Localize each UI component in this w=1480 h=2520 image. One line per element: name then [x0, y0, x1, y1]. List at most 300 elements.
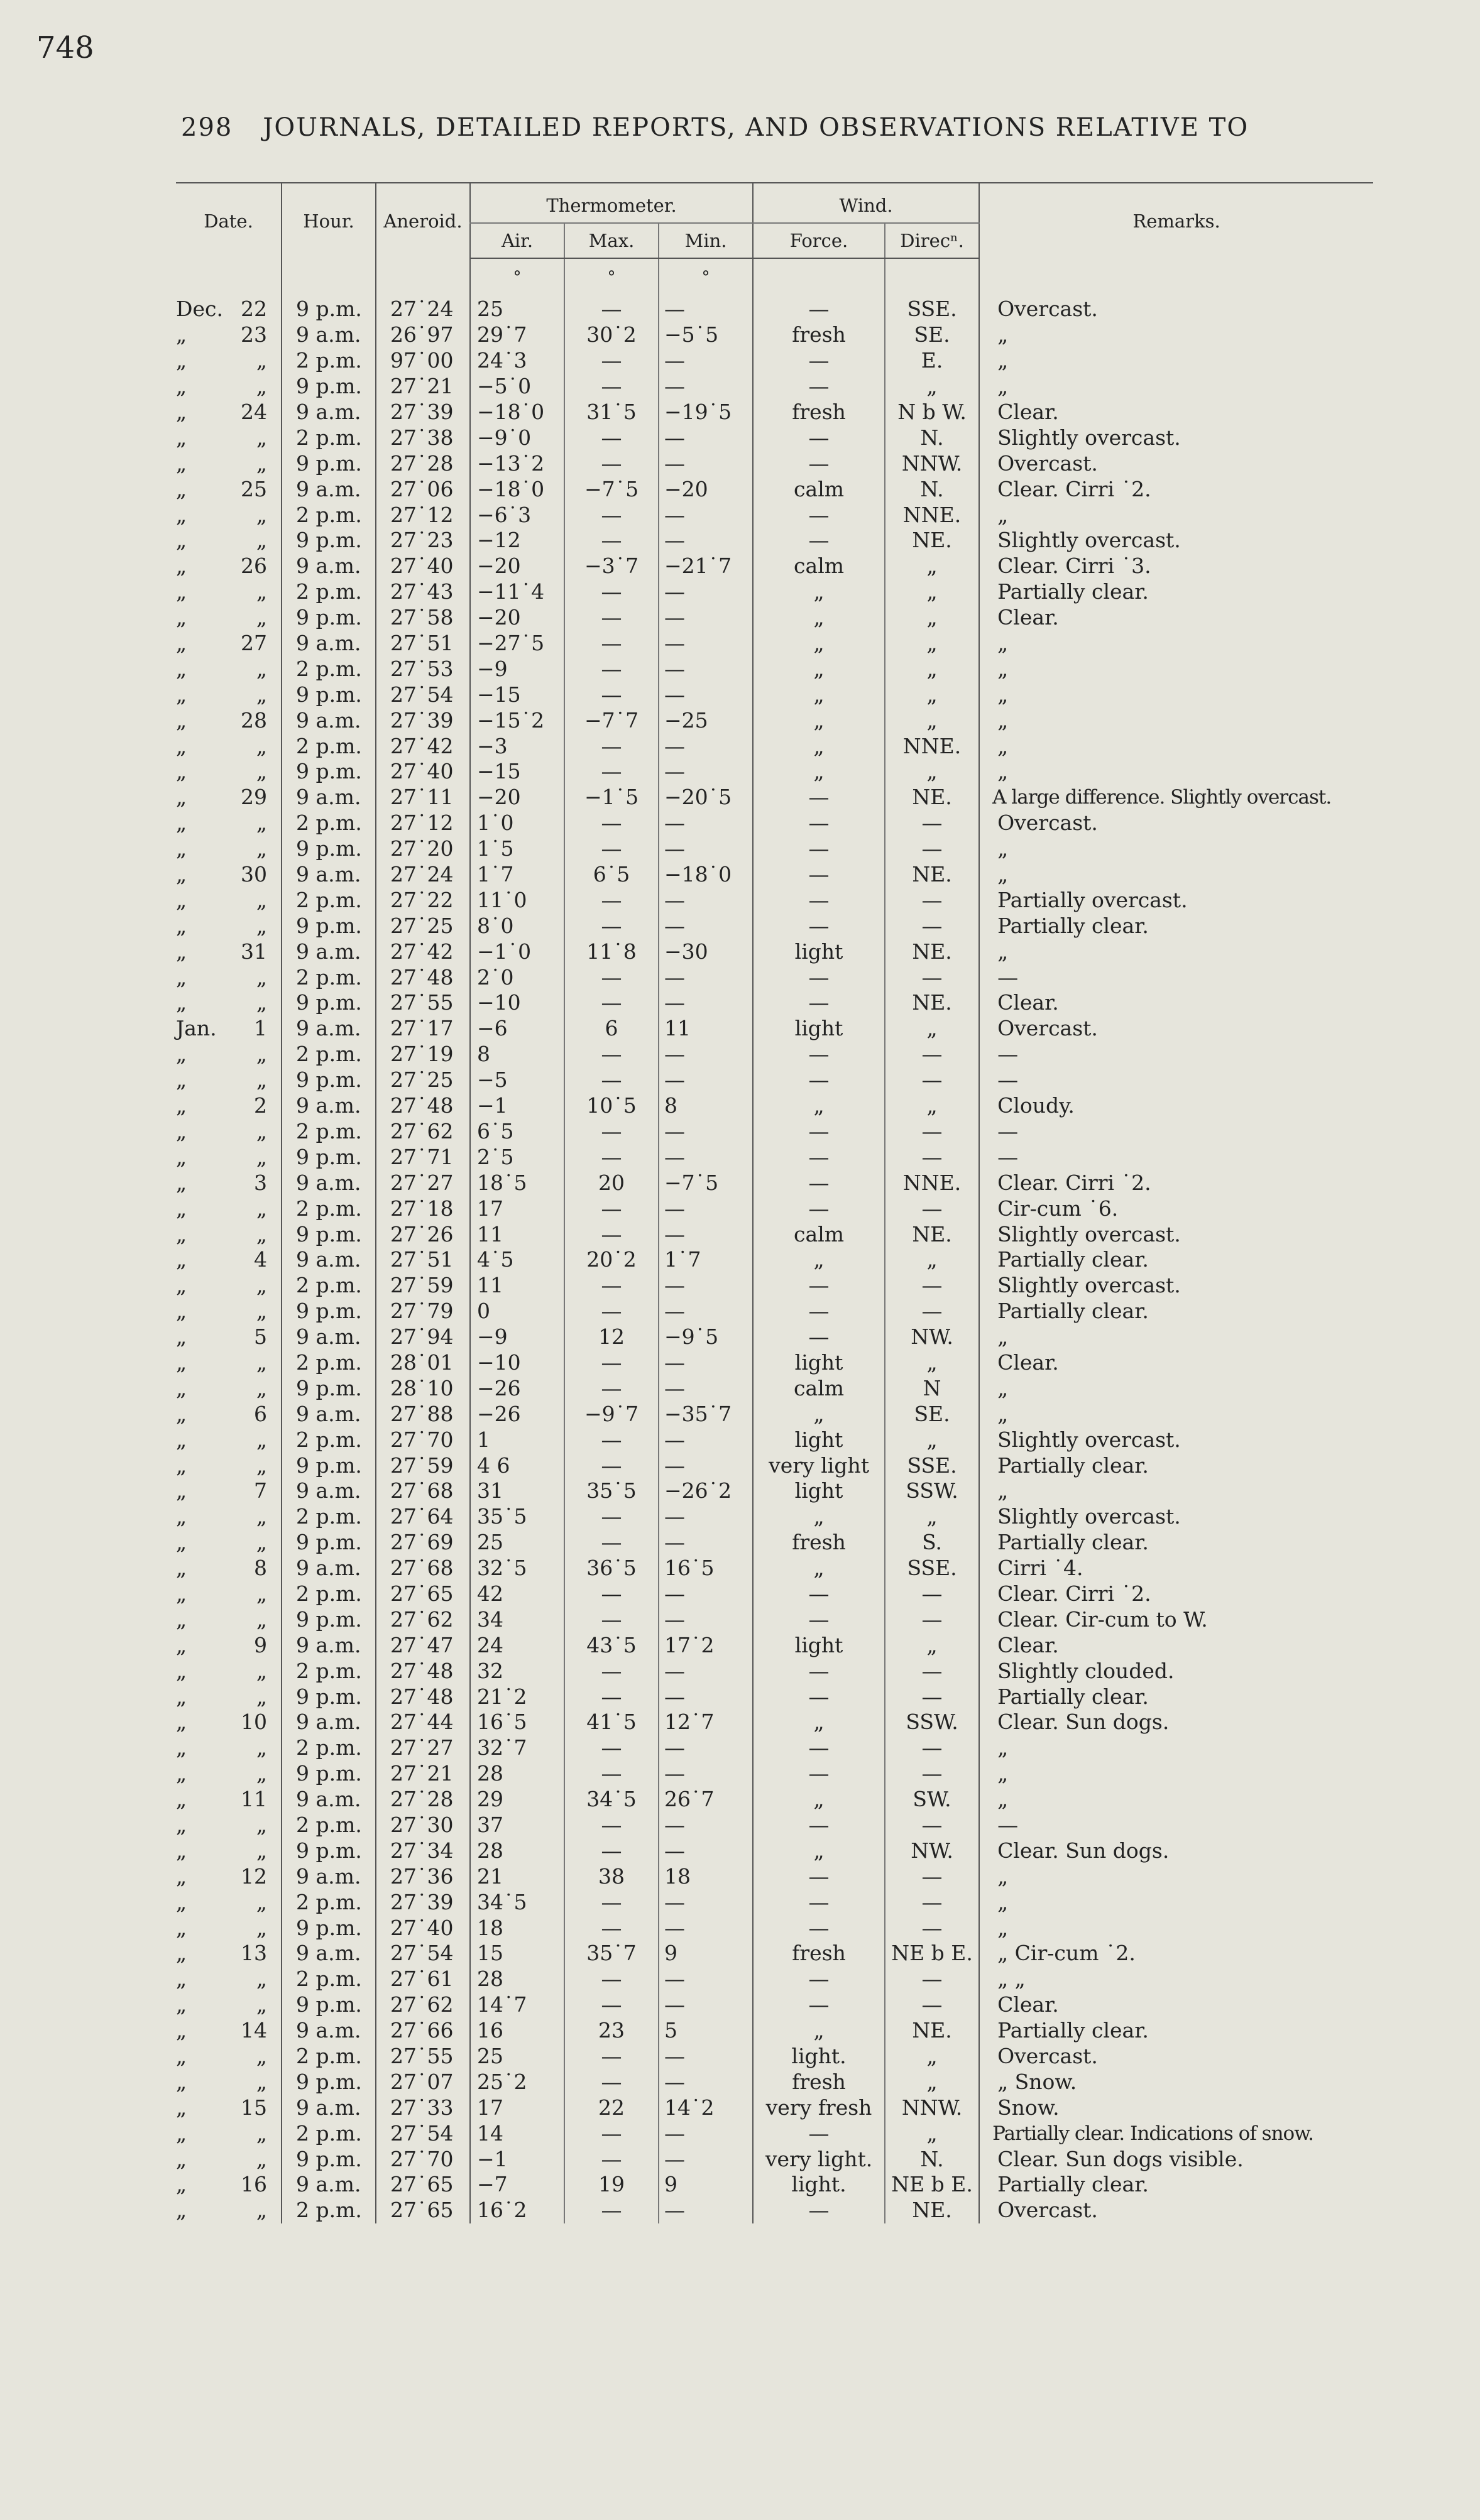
cell-direction: NE b E.: [885, 2172, 979, 2198]
cell-month: „: [176, 348, 187, 373]
cell-day: „: [256, 1889, 268, 1914]
cell-direction: —: [885, 1606, 979, 1632]
cell-air: 18: [470, 1915, 564, 1941]
table-row: [176, 1299, 1373, 1324]
table-row: [176, 887, 1373, 913]
cell-month: „: [176, 733, 187, 758]
cell-remarks: Slightly overcast.: [979, 1427, 1373, 1453]
cell-force: „: [753, 1787, 885, 1813]
cell-direction: NE.: [885, 1221, 979, 1247]
table-row: [176, 1992, 1373, 2018]
cell-remarks: Partially clear.: [979, 1247, 1373, 1273]
table-row: [176, 374, 1373, 400]
cell-aneroid: 27˙39: [376, 707, 470, 733]
cell-air: −7: [470, 2172, 564, 2198]
cell-air: 15: [470, 1941, 564, 1966]
cell-day: 25: [241, 476, 268, 501]
cell-hour: 9 p.m.: [282, 1299, 376, 1324]
cell-force: light: [753, 1350, 885, 1376]
cell-direction: —: [885, 1889, 979, 1915]
cell-day: „: [256, 1042, 268, 1067]
cell-max: 30˙2: [564, 322, 659, 348]
table-row: [176, 1093, 1373, 1119]
cell-max: —: [564, 1889, 659, 1915]
cell-air: 25: [470, 1530, 564, 1556]
cell-air: 28: [470, 1761, 564, 1787]
cell-day: „: [256, 682, 268, 707]
cell-aneroid: 27˙62: [376, 1119, 470, 1145]
cell-day: 15: [241, 2095, 268, 2120]
cell-max: —: [564, 1273, 659, 1299]
cell-month: „: [176, 1992, 187, 2017]
cell-hour: 9 a.m.: [282, 1016, 376, 1042]
cell-force: —: [753, 528, 885, 554]
cell-direction: „: [885, 707, 979, 733]
cell-force: „: [753, 1556, 885, 1581]
cell-direction: SSE.: [885, 297, 979, 322]
cell-remarks: „: [979, 1761, 1373, 1787]
table-row: [176, 1119, 1373, 1145]
cell-hour: 9 a.m.: [282, 707, 376, 733]
cell-force: fresh: [753, 1941, 885, 1966]
table-row: [176, 1735, 1373, 1761]
cell-air: 24˙3: [470, 348, 564, 374]
cell-direction: NE.: [885, 939, 979, 964]
cell-max: —: [564, 810, 659, 836]
cell-month: „: [176, 759, 187, 784]
cell-air: 11: [470, 1221, 564, 1247]
cell-month: „: [176, 707, 187, 733]
cell-force: —: [753, 1170, 885, 1196]
cell-day: 3: [254, 1170, 268, 1195]
cell-force: —: [753, 1606, 885, 1632]
cell-hour: 9 p.m.: [282, 297, 376, 322]
cell-month: „: [176, 1530, 187, 1555]
cell-force: light: [753, 1427, 885, 1453]
cell-direction: „: [885, 1427, 979, 1453]
table-body: [176, 258, 1373, 2223]
cell-day: 2: [254, 1093, 268, 1118]
cell-air: −6˙3: [470, 502, 564, 528]
table-row: [176, 733, 1373, 759]
cell-direction: NE b E.: [885, 1941, 979, 1966]
cell-force: —: [753, 1735, 885, 1761]
cell-force: —: [753, 1042, 885, 1067]
cell-month: „: [176, 1812, 187, 1837]
cell-month: „: [176, 1556, 187, 1581]
cell-remarks: Clear. Cirri ˙3.: [979, 554, 1373, 579]
cell-month: „: [176, 1375, 187, 1400]
cell-aneroid: 27˙54: [376, 1941, 470, 1966]
cell-month: „: [176, 2069, 187, 2094]
cell-hour: 9 p.m.: [282, 1761, 376, 1787]
cell-min: —: [659, 759, 753, 785]
cell-remarks: Clear. Cirri ˙2.: [979, 476, 1373, 502]
cell-month: „: [176, 450, 187, 476]
cell-max: −3˙7: [564, 554, 659, 579]
cell-direction: —: [885, 1299, 979, 1324]
cell-hour: 9 p.m.: [282, 836, 376, 862]
cell-remarks: Overcast.: [979, 2044, 1373, 2070]
cell-day: „: [256, 2198, 268, 2223]
table-row: [176, 1042, 1373, 1067]
cell-direction: N b W.: [885, 400, 979, 425]
cell-min: —: [659, 733, 753, 759]
cell-force: „: [753, 759, 885, 785]
cell-air: 4 6: [470, 1453, 564, 1478]
table-row: [176, 964, 1373, 990]
cell-month: „: [176, 579, 187, 604]
cell-remarks: „: [979, 1324, 1373, 1350]
cell-force: very fresh: [753, 2095, 885, 2120]
cell-remarks: Partially clear.: [979, 1684, 1373, 1710]
table-row: [176, 2069, 1373, 2095]
cell-aneroid: 27˙68: [376, 1556, 470, 1581]
cell-max: —: [564, 579, 659, 605]
cell-aneroid: 27˙47: [376, 1632, 470, 1658]
cell-air: −27˙5: [470, 631, 564, 657]
cell-hour: 9 p.m.: [282, 1221, 376, 1247]
header-thermometer: Thermometer.: [470, 183, 753, 223]
cell-min: —: [659, 1530, 753, 1556]
cell-day: „: [256, 913, 268, 938]
header-row-top: [176, 183, 1373, 223]
cell-max: 12: [564, 1324, 659, 1350]
cell-direction: NE.: [885, 862, 979, 888]
cell-direction: —: [885, 836, 979, 862]
cell-aneroid: 27˙25: [376, 913, 470, 939]
cell-hour: 9 p.m.: [282, 682, 376, 707]
cell-month: „: [176, 1761, 187, 1786]
table-row: [176, 1787, 1373, 1813]
cell-day: 12: [241, 1863, 268, 1889]
cell-air: −15˙2: [470, 707, 564, 733]
cell-aneroid: 27˙30: [376, 1813, 470, 1838]
cell-direction: —: [885, 1813, 979, 1838]
cell-hour: 9 a.m.: [282, 1401, 376, 1427]
cell-remarks: Partially clear.: [979, 2018, 1373, 2044]
header-wind: Wind.: [753, 183, 979, 223]
cell-air: 34˙5: [470, 1889, 564, 1915]
cell-max: —: [564, 656, 659, 682]
cell-max: —: [564, 887, 659, 913]
cell-air: −20: [470, 554, 564, 579]
cell-aneroid: 27˙12: [376, 810, 470, 836]
cell-air: −10: [470, 990, 564, 1016]
cell-min: —: [659, 1427, 753, 1453]
cell-force: —: [753, 1119, 885, 1145]
cell-day: „: [256, 1375, 268, 1400]
cell-max: −1˙5: [564, 785, 659, 810]
cell-force: „: [753, 2018, 885, 2044]
cell-day: „: [256, 1761, 268, 1786]
cell-aneroid: 27˙70: [376, 2146, 470, 2172]
cell-remarks: Clear. Cirri ˙2.: [979, 1581, 1373, 1607]
cell-direction: N: [885, 1375, 979, 1401]
cell-hour: 9 p.m.: [282, 1684, 376, 1710]
table-row: [176, 1710, 1373, 1735]
cell-air: −11˙4: [470, 579, 564, 605]
cell-direction: N.: [885, 476, 979, 502]
cell-direction: „: [885, 682, 979, 707]
cell-air: 25: [470, 297, 564, 322]
cell-direction: NE.: [885, 785, 979, 810]
cell-max: —: [564, 1658, 659, 1684]
cell-min: —: [659, 1144, 753, 1170]
cell-min: —: [659, 1504, 753, 1530]
cell-direction: —: [885, 964, 979, 990]
cell-air: −9: [470, 656, 564, 682]
cell-month: „: [176, 1350, 187, 1375]
table-row: [176, 1606, 1373, 1632]
cell-aneroid: 27˙62: [376, 1992, 470, 2018]
cell-remarks: Partially overcast.: [979, 887, 1373, 913]
cell-remarks: —: [979, 1119, 1373, 1145]
cell-min: 11: [659, 1016, 753, 1042]
cell-remarks: Cloudy.: [979, 1093, 1373, 1119]
cell-aneroid: 27˙64: [376, 1504, 470, 1530]
table-row: [176, 297, 1373, 322]
cell-max: —: [564, 2146, 659, 2172]
cell-day: 5: [254, 1324, 268, 1350]
cell-day: 27: [241, 631, 268, 656]
cell-max: —: [564, 1915, 659, 1941]
cell-month: „: [176, 1324, 187, 1350]
cell-air: 17: [470, 2095, 564, 2120]
cell-force: —: [753, 810, 885, 836]
cell-force: calm: [753, 1221, 885, 1247]
cell-hour: 9 a.m.: [282, 2095, 376, 2120]
running-head: [181, 113, 1249, 142]
cell-min: —: [659, 836, 753, 862]
header-aneroid: Aneroid.: [376, 183, 470, 258]
cell-month: „: [176, 2095, 187, 2120]
cell-day: „: [256, 1812, 268, 1837]
cell-remarks: —: [979, 1067, 1373, 1093]
cell-max: 43˙5: [564, 1632, 659, 1658]
cell-aneroid: 27˙59: [376, 1273, 470, 1299]
cell-max: —: [564, 964, 659, 990]
cell-direction: —: [885, 913, 979, 939]
cell-hour: 2 p.m.: [282, 2120, 376, 2146]
cell-aneroid: 27˙69: [376, 1530, 470, 1556]
cell-max: —: [564, 682, 659, 707]
cell-air: −20: [470, 785, 564, 810]
cell-remarks: Clear. Sun dogs visible.: [979, 2146, 1373, 2172]
cell-day: „: [256, 1684, 268, 1709]
cell-month: „: [176, 605, 187, 630]
cell-max: —: [564, 1196, 659, 1221]
cell-force: „: [753, 707, 885, 733]
cell-min: —: [659, 579, 753, 605]
cell-month: „: [176, 1247, 187, 1272]
cell-day: „: [256, 1273, 268, 1298]
cell-direction: NNW.: [885, 2095, 979, 2120]
table-row: [176, 476, 1373, 502]
cell-direction: „: [885, 1504, 979, 1530]
cell-month: „: [176, 887, 187, 912]
cell-day: 29: [241, 785, 268, 810]
cell-force: —: [753, 297, 885, 322]
cell-hour: 9 a.m.: [282, 2172, 376, 2198]
cell-max: 20: [564, 1170, 659, 1196]
cell-aneroid: 27˙48: [376, 1093, 470, 1119]
cell-max: 38: [564, 1863, 659, 1889]
cell-min: —: [659, 425, 753, 450]
weather-observations-table: [176, 182, 1373, 2223]
cell-remarks: Clear.: [979, 990, 1373, 1016]
cell-hour: 9 a.m.: [282, 400, 376, 425]
cell-day: 11: [241, 1787, 268, 1812]
cell-direction: NE.: [885, 990, 979, 1016]
cell-remarks: Slightly clouded.: [979, 1658, 1373, 1684]
cell-direction: —: [885, 1196, 979, 1221]
cell-max: —: [564, 1375, 659, 1401]
cell-day: 8: [254, 1556, 268, 1581]
cell-air: 18˙5: [470, 1170, 564, 1196]
cell-air: 2˙5: [470, 1144, 564, 1170]
cell-air: 14˙7: [470, 1992, 564, 2018]
cell-day: „: [256, 374, 268, 399]
cell-remarks: „: [979, 1889, 1373, 1915]
cell-remarks: Overcast.: [979, 2198, 1373, 2223]
cell-min: −20: [659, 476, 753, 502]
cell-min: 16˙5: [659, 1556, 753, 1581]
table-row: [176, 1684, 1373, 1710]
cell-day: 7: [254, 1478, 268, 1503]
cell-air: 11˙0: [470, 887, 564, 913]
table-row: [176, 1813, 1373, 1838]
cell-hour: 9 p.m.: [282, 913, 376, 939]
cell-day: „: [256, 1144, 268, 1169]
cell-hour: 9 a.m.: [282, 1247, 376, 1273]
cell-month: „: [176, 1067, 187, 1093]
cell-aneroid: 27˙21: [376, 1761, 470, 1787]
cell-aneroid: 27˙18: [376, 1196, 470, 1221]
cell-min: —: [659, 1838, 753, 1863]
cell-day: „: [256, 2120, 268, 2146]
cell-aneroid: 26˙97: [376, 322, 470, 348]
cell-force: —: [753, 1889, 885, 1915]
cell-day: 24: [241, 400, 268, 424]
cell-hour: 9 p.m.: [282, 1838, 376, 1863]
cell-aneroid: 27˙27: [376, 1735, 470, 1761]
cell-aneroid: 27˙27: [376, 1170, 470, 1196]
cell-hour: 9 a.m.: [282, 1632, 376, 1658]
cell-direction: —: [885, 1992, 979, 2018]
cell-month: „: [176, 528, 187, 553]
cell-min: —: [659, 2069, 753, 2095]
cell-air: 1: [470, 1427, 564, 1453]
cell-aneroid: 27˙65: [376, 2198, 470, 2223]
cell-min: —: [659, 1889, 753, 1915]
cell-day: „: [256, 348, 268, 373]
cell-day: „: [256, 450, 268, 476]
cell-hour: 9 p.m.: [282, 605, 376, 631]
cell-min: —: [659, 964, 753, 990]
cell-month: „: [176, 2120, 187, 2146]
cell-month: „: [176, 1735, 187, 1760]
cell-hour: 9 a.m.: [282, 322, 376, 348]
cell-day: 13: [241, 1941, 268, 1966]
cell-aneroid: 27˙36: [376, 1863, 470, 1889]
cell-min: —: [659, 887, 753, 913]
table-row: [176, 502, 1373, 528]
cell-remarks: Overcast.: [979, 1016, 1373, 1042]
table-row: [176, 322, 1373, 348]
cell-aneroid: 27˙48: [376, 1684, 470, 1710]
table-row: [176, 2120, 1373, 2146]
cell-day: „: [256, 1350, 268, 1375]
cell-remarks: —: [979, 1042, 1373, 1067]
cell-air: −9˙0: [470, 425, 564, 450]
cell-air: 28: [470, 1838, 564, 1863]
cell-force: —: [753, 836, 885, 862]
cell-max: —: [564, 1119, 659, 1145]
cell-month: „: [176, 1941, 187, 1966]
cell-direction: —: [885, 1761, 979, 1787]
cell-max: —: [564, 2044, 659, 2070]
cell-min: —: [659, 1221, 753, 1247]
cell-max: 19: [564, 2172, 659, 2198]
cell-force: „: [753, 1838, 885, 1863]
cell-remarks: „: [979, 656, 1373, 682]
cell-max: —: [564, 2198, 659, 2223]
cell-max: 31˙5: [564, 400, 659, 425]
cell-aneroid: 27˙28: [376, 1787, 470, 1813]
cell-hour: 9 p.m.: [282, 1915, 376, 1941]
cell-max: —: [564, 759, 659, 785]
table-row: [176, 1761, 1373, 1787]
cell-max: 6: [564, 1016, 659, 1042]
cell-hour: 9 p.m.: [282, 1375, 376, 1401]
table-row: [176, 810, 1373, 836]
header-date: Date.: [204, 210, 253, 232]
cell-force: —: [753, 1324, 885, 1350]
cell-aneroid: 28˙01: [376, 1350, 470, 1376]
cell-remarks: Slightly overcast.: [979, 1221, 1373, 1247]
cell-min: —: [659, 1042, 753, 1067]
cell-hour: 9 a.m.: [282, 1556, 376, 1581]
cell-min: —: [659, 913, 753, 939]
cell-hour: 2 p.m.: [282, 2198, 376, 2223]
cell-day: „: [256, 964, 268, 990]
table-row: [176, 1196, 1373, 1221]
cell-force: —: [753, 374, 885, 400]
cell-direction: —: [885, 1273, 979, 1299]
cell-month: „: [176, 1684, 187, 1709]
cell-direction: „: [885, 2069, 979, 2095]
cell-day: „: [256, 528, 268, 553]
cell-direction: —: [885, 887, 979, 913]
cell-air: 6˙5: [470, 1119, 564, 1145]
cell-aneroid: 27˙40: [376, 759, 470, 785]
cell-aneroid: 27˙94: [376, 1324, 470, 1350]
cell-force: —: [753, 1067, 885, 1093]
cell-hour: 2 p.m.: [282, 1813, 376, 1838]
cell-air: 34: [470, 1606, 564, 1632]
cell-remarks: „ „: [979, 1966, 1373, 1992]
table-row: [176, 1247, 1373, 1273]
cell-min: —: [659, 2120, 753, 2146]
cell-direction: —: [885, 1966, 979, 1992]
table-row: [176, 1453, 1373, 1478]
cell-min: 8: [659, 1093, 753, 1119]
table-row: [176, 1016, 1373, 1042]
cell-hour: 9 p.m.: [282, 1453, 376, 1478]
cell-air: −1: [470, 2146, 564, 2172]
cell-day: „: [256, 1915, 268, 1940]
